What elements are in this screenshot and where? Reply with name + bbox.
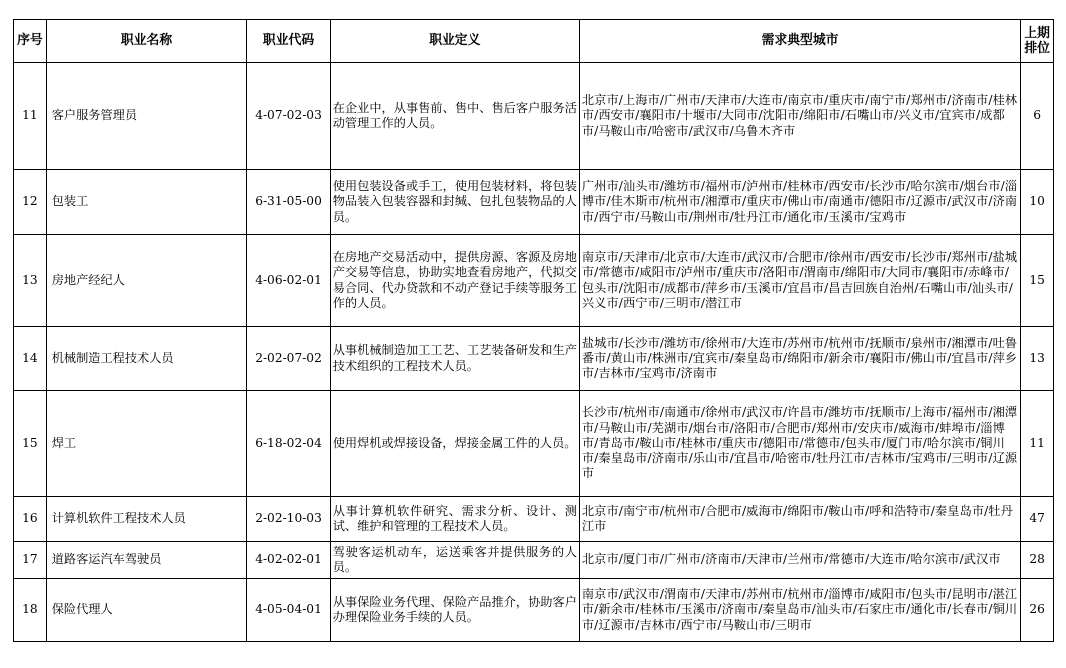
cell-occupation-name: 道路客运汽车驾驶员 <box>46 542 247 579</box>
cell-seq: 16 <box>14 497 47 542</box>
cell-previous-rank: 15 <box>1021 235 1054 327</box>
table-row <box>14 170 1054 235</box>
table-row <box>14 235 1054 327</box>
cell-occupation-definition: 在企业中，从事售前、售中、售后客户服务活动管理工作的人员。 <box>330 63 579 170</box>
cell-occupation-code: 2-02-10-03 <box>247 497 330 542</box>
cell-occupation-definition: 驾驶客运机动车，运送乘客并提供服务的人员。 <box>330 542 579 579</box>
header-occupation-definition: 职业定义 <box>330 20 579 63</box>
cell-seq: 17 <box>14 542 47 579</box>
cell-occupation-name: 房地产经纪人 <box>46 235 247 327</box>
cell-occupation-code: 6-31-05-00 <box>247 170 330 235</box>
cell-seq: 11 <box>14 63 47 170</box>
cell-occupation-definition: 在房地产交易活动中，提供房源、客源及房地产交易等信息，协助实地查看房地产，代拟交易合同、代办贷款和不动产登记手续等服务工作的人员。 <box>330 235 579 327</box>
cell-occupation-definition: 使用包装设备或手工，使用包装材料，将包装物品装入包装容器和封缄、包扎包装物品的人员。 <box>330 170 579 235</box>
cell-occupation-name: 焊工 <box>46 391 247 497</box>
cell-occupation-definition: 从事计算机软件研究、需求分析、设计、测试、维护和管理的工程技术人员。 <box>330 497 579 542</box>
cell-typical-cities: 南京市/天津市/北京市/大连市/武汉市/合肥市/徐州市/西安市/长沙市/郑州市/盐城市/常德市/咸阳市/泸州市/重庆市/洛阳市/渭南市/绵阳市/大同市/襄阳市/赤峰市/包头市/沈阳市/成都市/萍乡市/玉溪市/宜昌市/昌吉回族自治州/石嘴山市/汕头市/兴义市/西宁市/三明市/潜江市 <box>579 235 1020 327</box>
cell-previous-rank: 47 <box>1021 497 1054 542</box>
table-header-row <box>14 20 1054 63</box>
cell-typical-cities: 北京市/上海市/广州市/天津市/大连市/南京市/重庆市/南宁市/郑州市/济南市/桂林市/西安市/襄阳市/十堰市/大同市/沈阳市/绵阳市/石嘴山市/兴义市/宜宾市/成都市/马鞍山市/哈密市/武汉市/乌鲁木齐市 <box>579 63 1020 170</box>
cell-occupation-code: 4-06-02-01 <box>247 235 330 327</box>
cell-occupation-code: 2-02-07-02 <box>247 327 330 391</box>
header-previous-rank: 上期排位 <box>1021 20 1054 63</box>
cell-typical-cities: 广州市/汕头市/潍坊市/福州市/泸州市/桂林市/西安市/长沙市/哈尔滨市/烟台市/淄博市/佳木斯市/杭州市/湘潭市/重庆市/佛山市/南通市/德阳市/辽源市/武汉市/济南市/西宁市/马鞍山市/荆州市/牡丹江市/通化市/玉溪市/宝鸡市 <box>579 170 1020 235</box>
table-row <box>14 327 1054 391</box>
cell-typical-cities: 南京市/武汉市/渭南市/天津市/苏州市/杭州市/淄博市/咸阳市/包头市/昆明市/湛江市/新余市/桂林市/玉溪市/济南市/秦皇岛市/汕头市/石家庄市/通化市/长春市/铜川市/辽源市/吉林市/西宁市/马鞍山市/三明市 <box>579 579 1020 642</box>
cell-previous-rank: 11 <box>1021 391 1054 497</box>
cell-occupation-name: 客户服务管理员 <box>46 63 247 170</box>
header-occupation-code: 职业代码 <box>247 20 330 63</box>
cell-occupation-definition: 从事机械制造加工工艺、工艺装备研发和生产技术组织的工程技术人员。 <box>330 327 579 391</box>
cell-previous-rank: 26 <box>1021 579 1054 642</box>
cell-occupation-definition: 使用焊机或焊接设备，焊接金属工件的人员。 <box>330 391 579 497</box>
cell-seq: 15 <box>14 391 47 497</box>
table-row <box>14 579 1054 642</box>
cell-previous-rank: 10 <box>1021 170 1054 235</box>
cell-seq: 14 <box>14 327 47 391</box>
cell-previous-rank: 13 <box>1021 327 1054 391</box>
table-row <box>14 391 1054 497</box>
cell-occupation-name: 计算机软件工程技术人员 <box>46 497 247 542</box>
cell-previous-rank: 6 <box>1021 63 1054 170</box>
table-row <box>14 542 1054 579</box>
cell-occupation-code: 4-05-04-01 <box>247 579 330 642</box>
cell-occupation-name: 包装工 <box>46 170 247 235</box>
header-seq: 序号 <box>14 20 47 63</box>
cell-occupation-code: 4-02-02-01 <box>247 542 330 579</box>
header-occupation-name: 职业名称 <box>46 20 247 63</box>
cell-seq: 12 <box>14 170 47 235</box>
cell-occupation-name: 机械制造工程技术人员 <box>46 327 247 391</box>
cell-typical-cities: 盐城市/长沙市/潍坊市/徐州市/大连市/苏州市/杭州市/抚顺市/泉州市/湘潭市/吐鲁番市/黄山市/株洲市/宜宾市/秦皇岛市/绵阳市/新余市/襄阳市/佛山市/宜昌市/萍乡市/吉林市/宝鸡市/济南市 <box>579 327 1020 391</box>
cell-previous-rank: 28 <box>1021 542 1054 579</box>
table-row <box>14 63 1054 170</box>
cell-occupation-code: 6-18-02-04 <box>247 391 330 497</box>
cell-occupation-code: 4-07-02-03 <box>247 63 330 170</box>
cell-seq: 13 <box>14 235 47 327</box>
cell-occupation-name: 保险代理人 <box>46 579 247 642</box>
cell-occupation-definition: 从事保险业务代理、保险产品推介，协助客户办理保险业务手续的人员。 <box>330 579 579 642</box>
header-typical-cities: 需求典型城市 <box>579 20 1020 63</box>
cell-typical-cities: 北京市/厦门市/广州市/济南市/天津市/兰州市/常德市/大连市/哈尔滨市/武汉市 <box>579 542 1020 579</box>
cell-typical-cities: 长沙市/杭州市/南通市/徐州市/武汉市/许昌市/潍坊市/抚顺市/上海市/福州市/湘潭市/马鞍山市/芜湖市/烟台市/洛阳市/合肥市/郑州市/安庆市/威海市/蚌埠市/淄博市/青岛市/鞍山市/桂林市/重庆市/德阳市/常德市/包头市/厦门市/哈尔滨市/铜川市/秦皇岛市/济南市/乐山市/宜昌市/哈密市/牡丹江市/吉林市/宝鸡市/三明市/辽源市 <box>579 391 1020 497</box>
occupation-demand-table <box>13 19 1054 642</box>
cell-seq: 18 <box>14 579 47 642</box>
table-row <box>14 497 1054 542</box>
cell-typical-cities: 北京市/南宁市/杭州市/合肥市/威海市/绵阳市/鞍山市/呼和浩特市/秦皇岛市/牡丹江市 <box>579 497 1020 542</box>
